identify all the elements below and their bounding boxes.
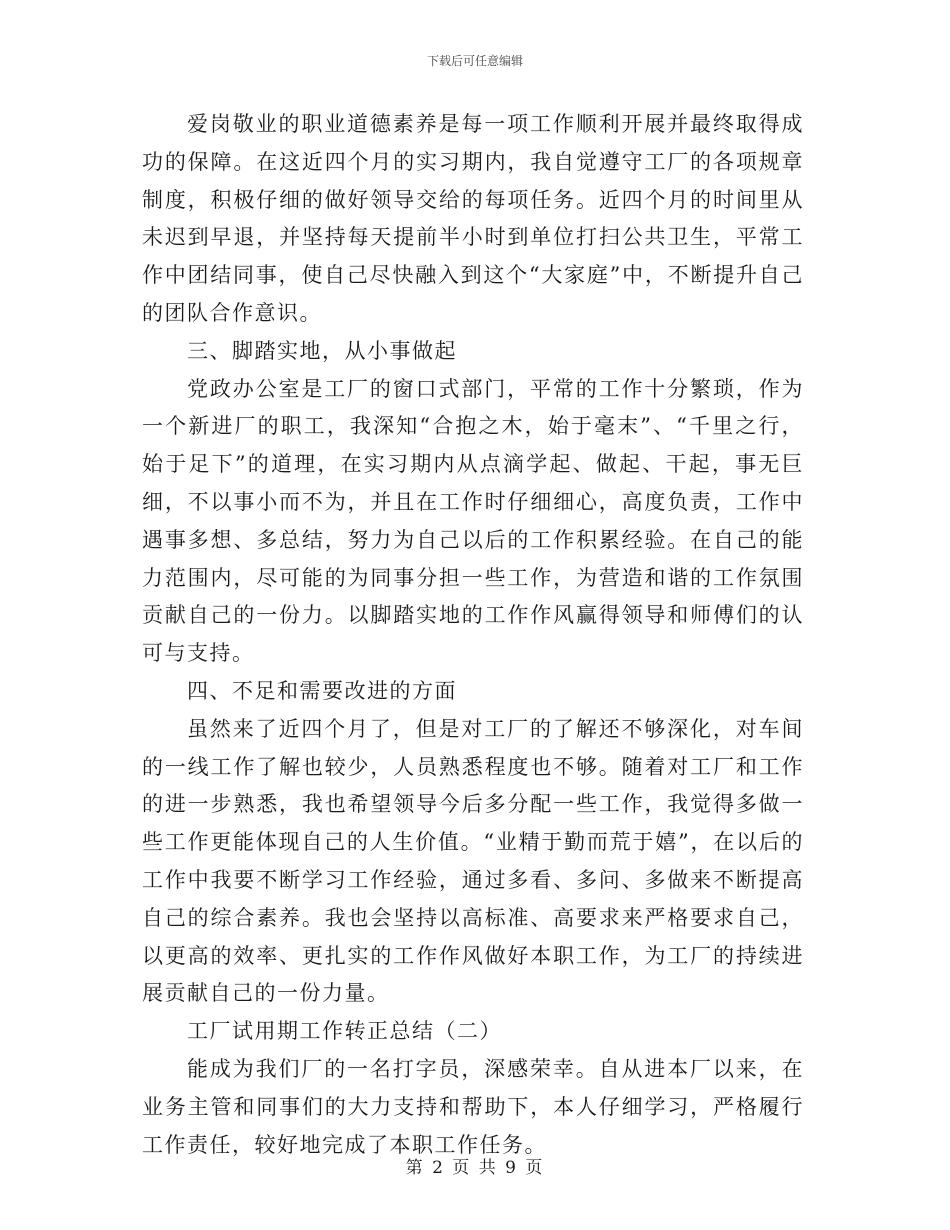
paragraph-down-to-earth: 党政办公室是工厂的窗口式部门，平常的工作十分繁琐，作为一个新进厂的职工，我深知“合抱之木，始于毫末”、“千里之行，始于足下”的道理，在实习期内从点滴学起、做起、干起，事无巨细，不以事小而不为，并且在工作时仔细细心，高度负责，工作中遇事多想、多总结，努力为自己以后的工作积累经验。在自己的能力范围内，尽可能的为同事分担一些工作，为营造和谐的工作氛围贡献自己的一份力。以脚踏实地的工作作风赢得领导和师傅们的认可与支持。	[142, 376, 804, 666]
paragraph-commitment: 爱岗敬业的职业道德素养是每一项工作顺利开展并最终取得成功的保障。在这近四个月的实习期内，我自觉遵守工厂的各项规章制度，积极仔细的做好领导交给的每项任务。近四个月的时间里从未迟到早退，并坚持每天提前半小时到单位打扫公共卫生，平常工作中团结同事，使自己尽快融入到这个“大家庭”中，不断提升自己的团队合作意识。	[142, 112, 804, 325]
paragraph-shortcomings: 虽然来了近四个月了，但是对工厂的了解还不够深化，对车间的一线工作了解也较少，人员熟悉程度也不够。随着对工厂和工作的进一步熟悉，我也希望领导今后多分配一些工作，我觉得多做一些工作更能体现自己的人生价值。“业精于勤而荒于嬉”，在以后的工作中我要不断学习工作经验，通过多看、多问、多做来不断提高自己的综合素养。我也会坚持以高标准、高要求来严格要求自己，以更高的效率、更扎实的工作作风做好本职工作，为工厂的持续进展贡献自己的一份力量。	[142, 716, 804, 1006]
page-footer: 第 2 页 共 9 页	[405, 1158, 545, 1178]
document-subtitle-2: 工厂试用期工作转正总结（二）	[187, 1019, 502, 1044]
paragraph-typist-intro: 能成为我们厂的一名打字员，深感荣幸。自从进本厂以来，在业务主管和同事们的大力支持和帮助下，本人仔细学习，严格履行工作责任，较好地完成了本职工作任务。	[142, 1056, 804, 1157]
section-heading-3: 三、脚踏实地，从小事做起	[187, 338, 457, 363]
document-body	[142, 106, 804, 1164]
section-heading-4: 四、不足和需要改进的方面	[187, 678, 457, 703]
page-header: 下载后可任意编辑	[426, 54, 523, 68]
